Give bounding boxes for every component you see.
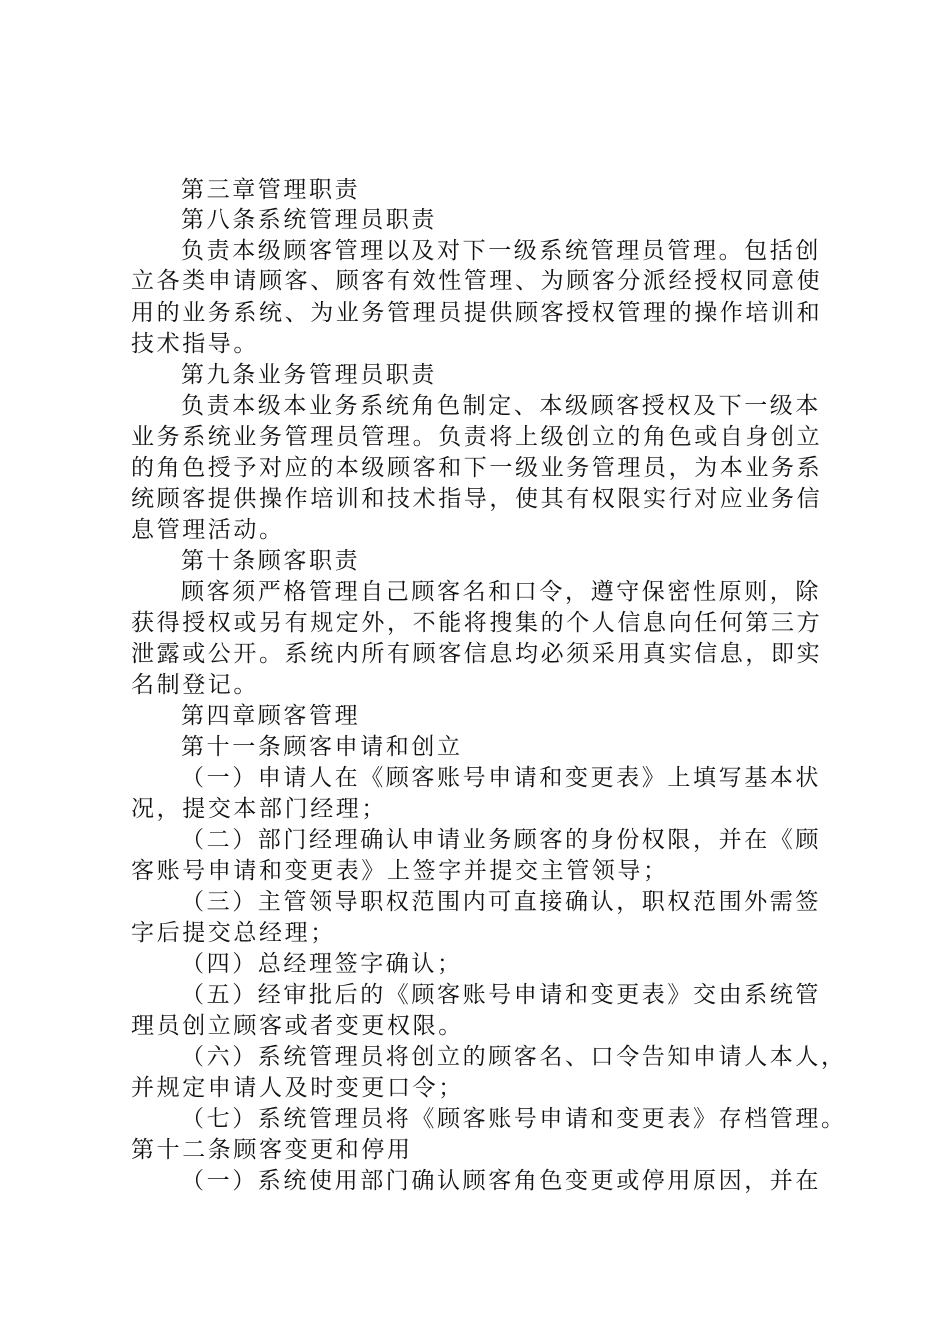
paragraph-line: 业务系统业务管理员管理。负责将上级创立的角色或自身创立: [131, 424, 823, 450]
list-item-line: （六）系统管理员将创立的顾客名、口令告知申请人本人，: [181, 1044, 847, 1070]
chapter-heading: 第三章管理职责: [181, 177, 361, 203]
list-item-line: （四）总经理签字确认；: [181, 951, 463, 977]
list-item-line: 况，提交本部门经理；: [131, 796, 387, 822]
paragraph-line: 名制登记。: [131, 672, 259, 698]
chapter-heading: 第四章顾客管理: [181, 703, 361, 729]
list-item-line: （五）经审批后的《顾客账号申请和变更表》交由系统管: [181, 982, 821, 1008]
paragraph-line: 获得授权或另有规定外，不能将搜集的个人信息向任何第三方: [131, 610, 823, 636]
list-item-line: （一）系统使用部门确认顾客角色变更或停用原因，并在: [181, 1168, 821, 1194]
list-item-line: 字后提交总经理；: [131, 920, 336, 946]
list-item-line: （二）部门经理确认申请业务顾客的身份权限，并在《顾: [181, 827, 821, 853]
article-heading: 第十一条顾客申请和创立: [181, 734, 463, 760]
paragraph-line: 统顾客提供操作培训和技术指导，使其有权限实行对应业务信: [131, 486, 823, 512]
article-heading: 第十条顾客职责: [181, 548, 361, 574]
paragraph-line: 负责本级顾客管理以及对下一级系统管理员管理。包括创: [181, 238, 821, 264]
paragraph-line: 息管理活动。: [131, 517, 285, 543]
paragraph-line: 泄露或公开。系统内所有顾客信息均必须采用真实信息，即实: [131, 641, 823, 667]
paragraph-line: 顾客须严格管理自己顾客名和口令，遵守保密性原则，除: [181, 579, 821, 605]
article-heading: 第十二条顾客变更和停用: [131, 1137, 413, 1163]
article-heading: 第八条系统管理员职责: [181, 207, 437, 233]
paragraph-line: 立各类申请顾客、顾客有效性管理、为顾客分派经授权同意使: [131, 268, 823, 294]
paragraph-line: 的角色授予对应的本级顾客和下一级业务管理员，为本业务系: [131, 455, 823, 481]
list-item-line: （一）申请人在《顾客账号申请和变更表》上填写基本状: [181, 765, 821, 791]
paragraph-line: 用的业务系统、为业务管理员提供顾客授权管理的操作培训和: [131, 300, 823, 326]
list-item-line: 理员创立顾客或者变更权限。: [131, 1013, 464, 1039]
list-item-line: （三）主管领导职权范围内可直接确认，职权范围外需签: [181, 889, 821, 915]
list-item-line: 并规定申请人及时变更口令；: [131, 1075, 464, 1101]
paragraph-line: 技术指导。: [131, 331, 259, 357]
article-heading: 第九条业务管理员职责: [181, 362, 437, 388]
paragraph-line: 负责本级本业务系统角色制定、本级顾客授权及下一级本: [181, 393, 821, 419]
list-item-line: （七）系统管理员将《顾客账号申请和变更表》存档管理。: [181, 1106, 847, 1132]
list-item-line: 客账号申请和变更表》上签字并提交主管领导；: [131, 858, 669, 884]
